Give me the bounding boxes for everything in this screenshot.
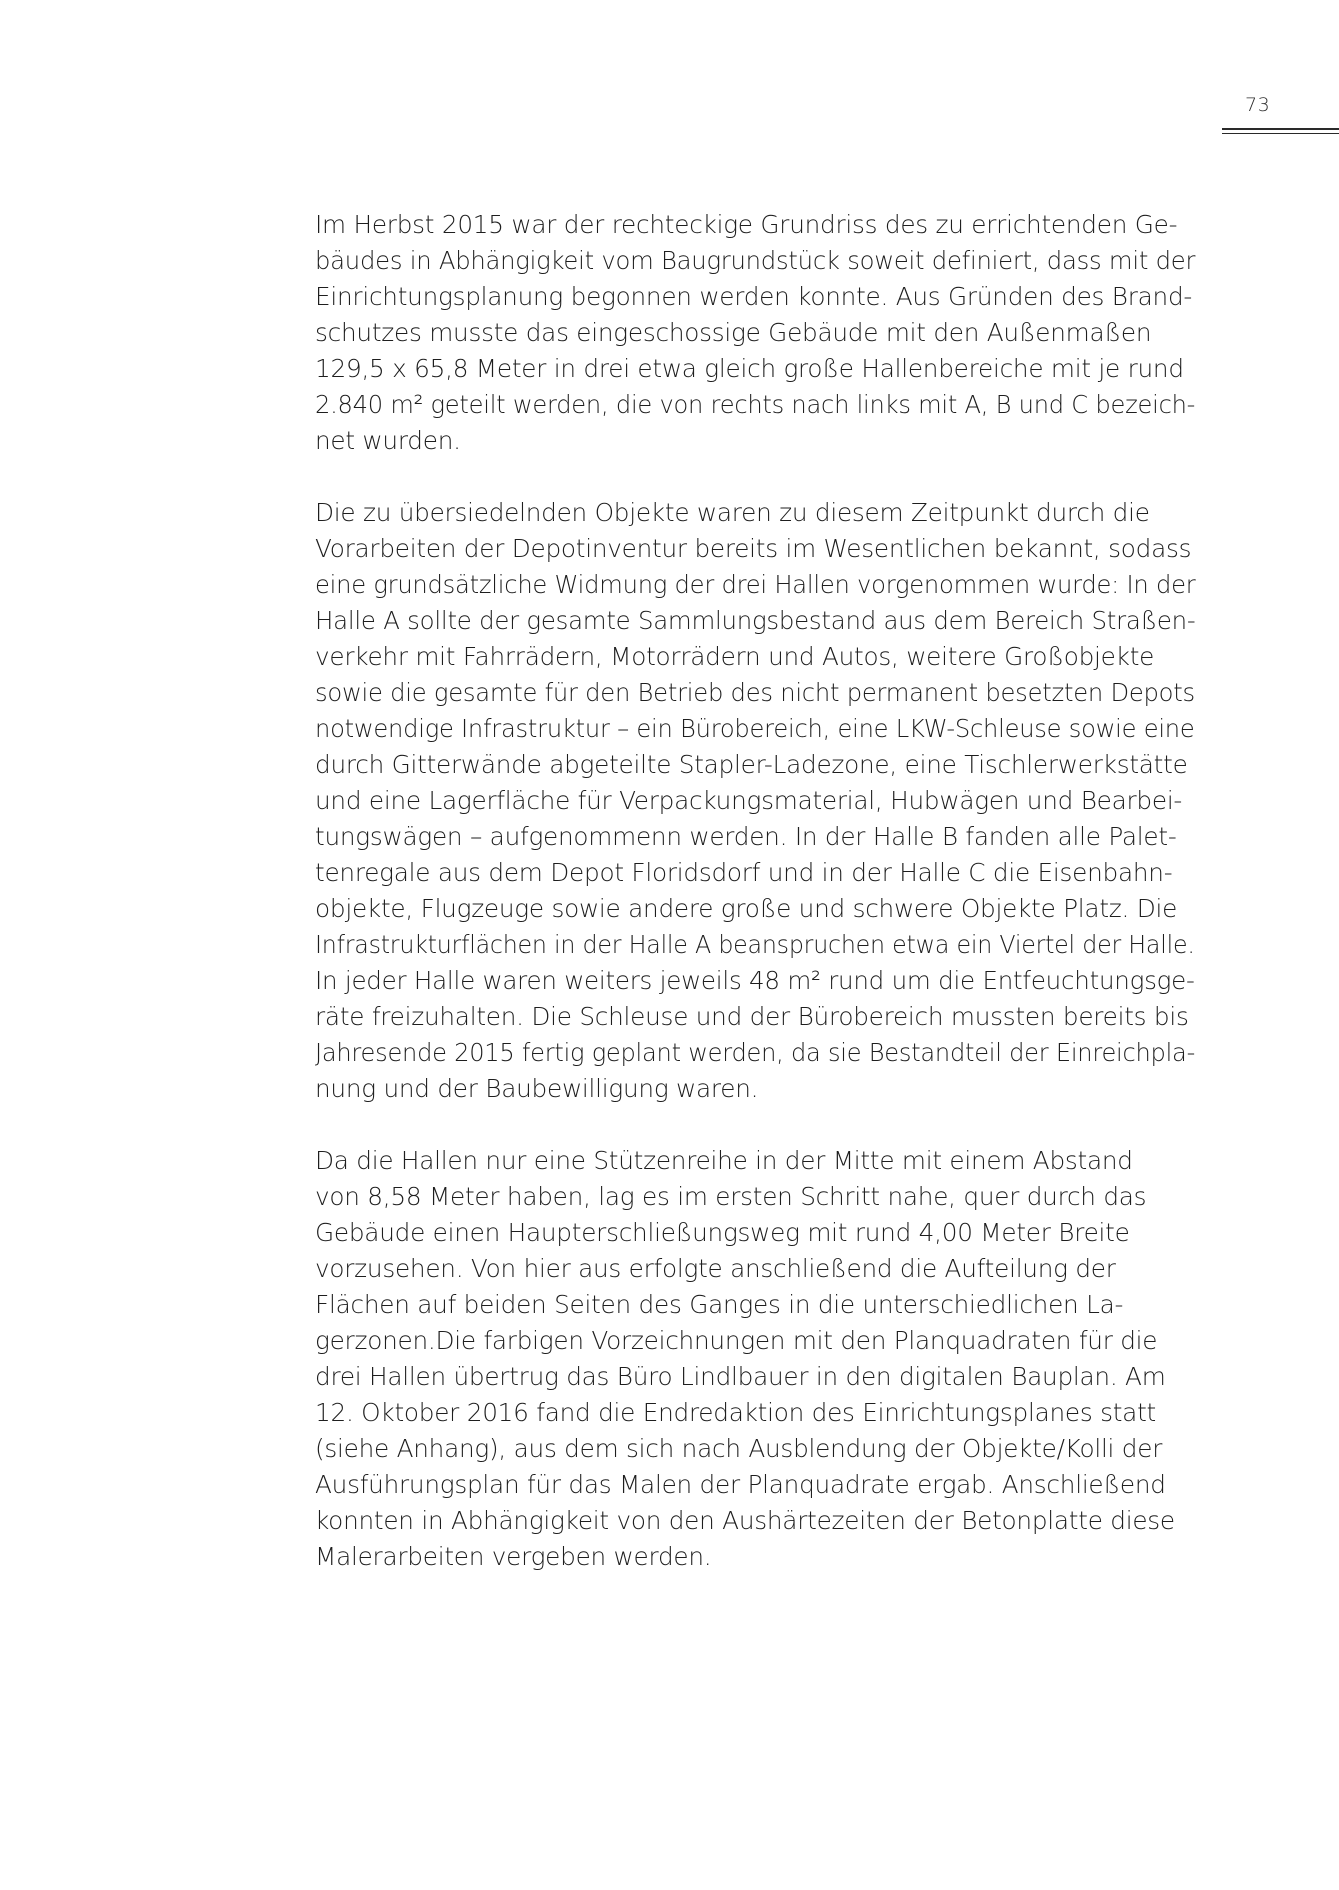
body-text	[315, 207, 1205, 1575]
text-line: eine grundsätzliche Widmung der drei Hallen vorgenommen wurde: In der	[315, 570, 1196, 599]
text-line: räte freizuhalten. Die Schleuse und der Bürobereich mussten bereits bis	[315, 1002, 1189, 1031]
text-line: durch Gitterwände abgeteilte Stapler-Ladezone, eine Tischlerwerkstätte	[315, 750, 1188, 779]
text-line: Ausführungsplan für das Malen der Planquadrate ergab. Anschließend	[315, 1470, 1166, 1499]
text-line: Jahresende 2015 fertig geplant werden, da sie Bestandteil der Einreichpla-	[315, 1038, 1196, 1067]
paragraph-1	[315, 207, 1205, 459]
text-line: drei Hallen übertrug das Büro Lindlbauer in den digitalen Bauplan. Am	[315, 1362, 1166, 1391]
text-line: 2.840 m² geteilt werden, die von rechts nach links mit A, B und C bezeich-	[315, 390, 1196, 419]
text-line: objekte, Flugzeuge sowie andere große und schwere Objekte Platz. Die	[315, 894, 1178, 923]
text-line: Einrichtungsplanung begonnen werden konnte. Aus Gründen des Brand-	[315, 282, 1193, 311]
text-line: vorzusehen. Von hier aus erfolgte anschließend die Aufteilung der	[315, 1254, 1116, 1283]
text-line: 129,5 x 65,8 Meter in drei etwa gleich große Hallenbereiche mit je rund	[315, 354, 1184, 383]
text-line: Vorarbeiten der Depotinventur bereits im Wesentlichen bekannt, sodass	[315, 534, 1192, 563]
text-line: tenregale aus dem Depot Floridsdorf und in der Halle C die Eisenbahn-	[315, 858, 1173, 887]
text-line: schutzes musste das eingeschossige Gebäude mit den Außenmaßen	[315, 318, 1152, 347]
text-line: verkehr mit Fahrrädern, Motorrädern und Autos, weitere Großobjekte	[315, 642, 1155, 671]
text-line: von 8,58 Meter haben, lag es im ersten Schritt nahe, quer durch das	[315, 1182, 1147, 1211]
text-line: Malerarbeiten vergeben werden.	[315, 1542, 712, 1571]
text-line: (siehe Anhang), aus dem sich nach Ausblendung der Objekte/Kolli der	[315, 1434, 1163, 1463]
text-line: konnten in Abhängigkeit von den Aushärtezeiten der Betonplatte diese	[315, 1506, 1175, 1535]
text-line: Da die Hallen nur eine Stützenreihe in der Mitte mit einem Abstand	[315, 1146, 1133, 1175]
text-line: 12. Oktober 2016 fand die Endredaktion des Einrichtungsplanes statt	[315, 1398, 1156, 1427]
text-line: bäudes in Abhängigkeit vom Baugrundstück soweit definiert, dass mit der	[315, 246, 1196, 275]
text-line: tungswägen – aufgenommenn werden. In der Halle B fanden alle Palet-	[315, 822, 1177, 851]
page-number: 73	[1245, 94, 1271, 116]
paragraph-3	[315, 1143, 1205, 1575]
header-rule-thick	[1222, 128, 1339, 130]
text-line: In jeder Halle waren weiters jeweils 48 m² rund um die Entfeuchtungsge-	[315, 966, 1195, 995]
text-line: Die zu übersiedelnden Objekte waren zu diesem Zeitpunkt durch die	[315, 498, 1150, 527]
header-rule-thin	[1222, 133, 1339, 134]
text-line: notwendige Infrastruktur – ein Bürobereich, eine LKW-Schleuse sowie eine	[315, 714, 1195, 743]
text-line: Flächen auf beiden Seiten des Ganges in die unterschiedlichen La-	[315, 1290, 1124, 1319]
text-line: Halle A sollte der gesamte Sammlungsbestand aus dem Bereich Straßen-	[315, 606, 1196, 635]
text-line: und eine Lagerfläche für Verpackungsmaterial, Hubwägen und Bearbei-	[315, 786, 1183, 815]
text-line: gerzonen.Die farbigen Vorzeichnungen mit den Planquadraten für die	[315, 1326, 1158, 1355]
text-line: Im Herbst 2015 war der rechteckige Grundriss des zu errichtenden Ge-	[315, 210, 1178, 239]
text-line: Infrastrukturflächen in der Halle A beanspruchen etwa ein Viertel der Halle.	[315, 930, 1195, 959]
text-line: nung und der Baubewilligung waren.	[315, 1074, 759, 1103]
text-line: Gebäude einen Haupterschließungsweg mit rund 4,00 Meter Breite	[315, 1218, 1130, 1247]
text-line: net wurden.	[315, 426, 461, 455]
paragraph-2	[315, 495, 1205, 1107]
text-line: sowie die gesamte für den Betrieb des nicht permanent besetzten Depots	[315, 678, 1195, 707]
